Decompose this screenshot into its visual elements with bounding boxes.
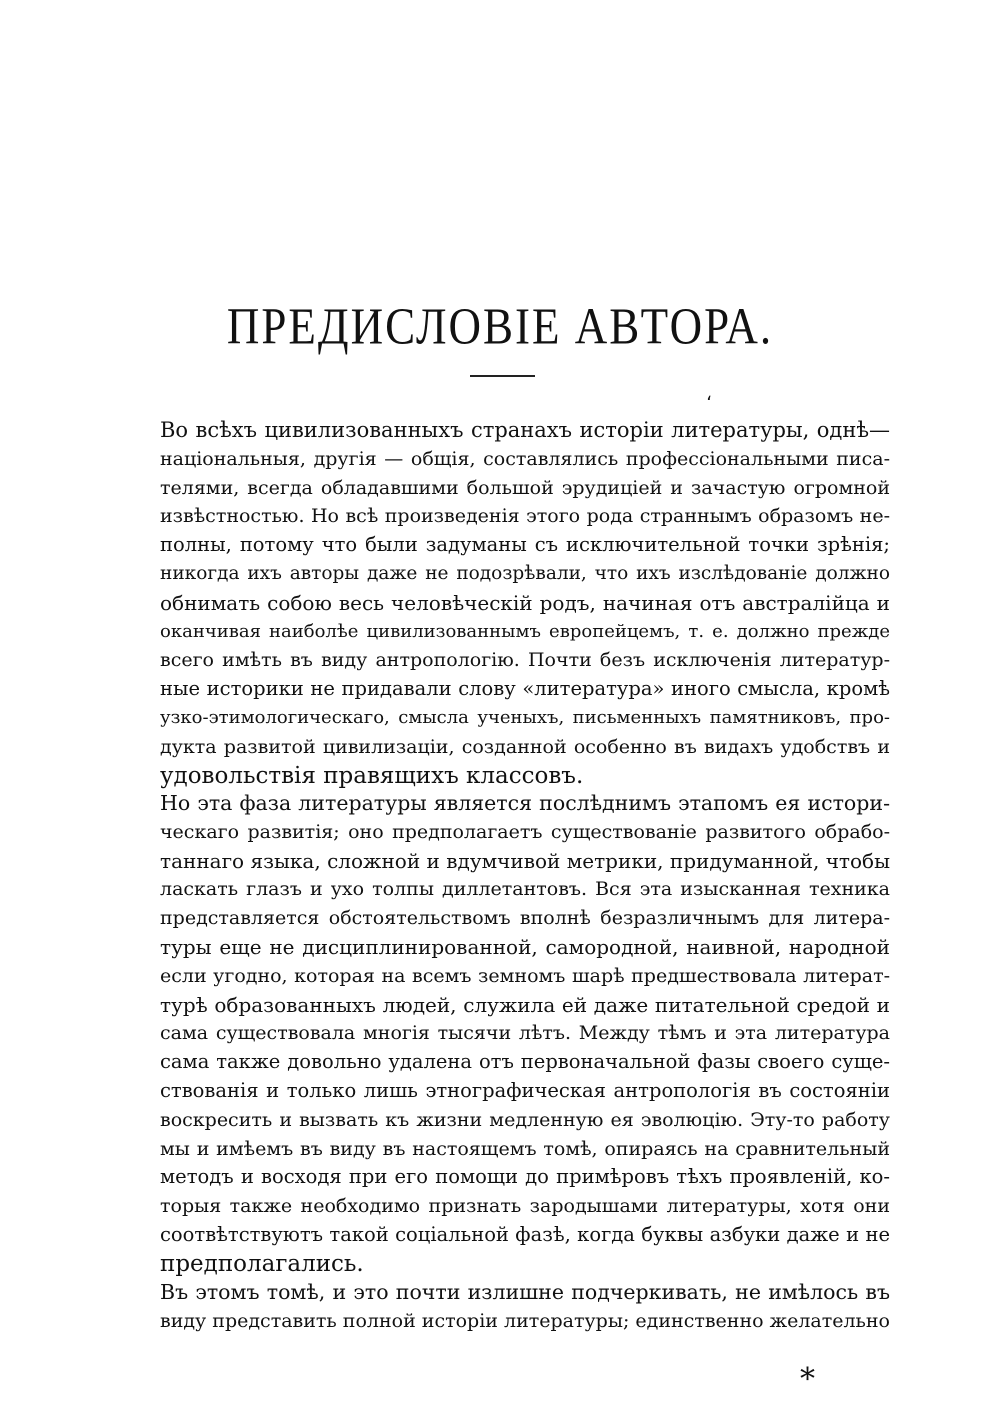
text-line: мы и имѣемъ въ виду въ настоящемъ томѣ, опираясь на сравнительный [160, 1137, 890, 1160]
text-line: ческаго развитія; оно предполагаетъ существованіе развитого обрабо- [160, 820, 890, 843]
text-line: воскресить и вызвать къ жизни медленную ея эволюцію. Эту-то работу [160, 1108, 890, 1131]
text-line: торыя также необходимо признать зародышами литературы, хотя они [160, 1195, 890, 1218]
footer-asterisk: * [800, 1362, 815, 1397]
text-line: никогда ихъ авторы даже не подозрѣвали, что ихъ изслѣдованіе должно [160, 562, 890, 584]
text-line: Въ этомъ томѣ, и это почти излишне подчеркивать, не имѣлось въ [160, 1280, 890, 1304]
text-line: обнимать собою весь человѣческій родъ, начиная отъ австралійца и [160, 590, 890, 615]
text-line: полны, потому что были задуманы съ исключительной точки зрѣнія; [160, 533, 890, 557]
text-line: сама существовала многія тысячи лѣтъ. Между тѣмъ и эта литература [160, 1022, 890, 1045]
title-rule [470, 375, 535, 377]
text-line: извѣстностью. Но всѣ произведенія этого рода страннымъ образомъ не- [160, 505, 890, 528]
paragraph-3 [160, 1278, 890, 1336]
text-line: телями, всегда обладавшими большой эрудиціей и зачастую огромной [160, 476, 890, 499]
page-title: ПРЕДИСЛОВІЕ АВТОРА. [226, 297, 774, 355]
text-line: виду представить полной исторіи литературы; единственно желательно [160, 1309, 890, 1332]
text-line: удовольствія правящихъ классовъ. [160, 762, 584, 789]
stray-mark: ، [706, 384, 712, 405]
text-line: Но эта фаза литературы является послѣднимъ этапомъ ея истори- [160, 791, 890, 815]
text-line: всего имѣть въ виду антропологію. Почти безъ исключенія литератур- [160, 649, 890, 672]
text-line: сама также довольно удалена отъ первоначальной фазы своего суще- [160, 1050, 890, 1074]
text-line: соотвѣтствуютъ такой соціальной фазѣ, когда буквы азбуки даже и не [160, 1222, 890, 1246]
paragraph-2 [160, 789, 890, 1279]
text-line: узко-этимологическаго, смысла ученыхъ, письменныхъ памятниковъ, про- [160, 706, 890, 728]
text-line: ствованія и только лишь этнографическая антропологія въ состояніи [160, 1078, 890, 1102]
text-line: туры еще не дисциплинированной, самородной, наивной, народной [160, 934, 890, 959]
text-line: турѣ образованныхъ людей, служила ей даже питательной средой и [160, 992, 890, 1017]
text-line: оканчивая наиболѣе цивилизованнымъ европейцемъ, т. е. должно прежде [160, 620, 890, 642]
text-line: національныя, другія — общія, составлялись профессіональными писа- [160, 447, 890, 470]
text-line: ные историки не придавали слову «литература» иного смысла, кромѣ [160, 677, 890, 701]
text-line: Во всѣхъ цивилизованныхъ странахъ исторіи литературы, однѣ— [160, 418, 890, 442]
text-line: ласкать глазъ и ухо толпы диллетантовъ. Вся эта изысканная техника [160, 878, 890, 901]
text-line: представляется обстоятельствомъ вполнѣ безразличнымъ для литера- [160, 907, 890, 930]
text-line: методъ и восходя при его помощи до примѣровъ тѣхъ проявленій, ко- [160, 1165, 890, 1189]
text-line: дукта развитой цивилизаціи, созданной особенно въ видахъ удобствъ и [160, 735, 890, 758]
text-line: таннаго языка, сложной и вдумчивой метрики, придуманной, чтобы [160, 848, 890, 873]
text-line: если угодно, которая на всемъ земномъ шарѣ предшествовала литерат- [160, 964, 890, 987]
paragraph-1 [160, 416, 890, 790]
text-line: предполагались. [160, 1250, 364, 1277]
